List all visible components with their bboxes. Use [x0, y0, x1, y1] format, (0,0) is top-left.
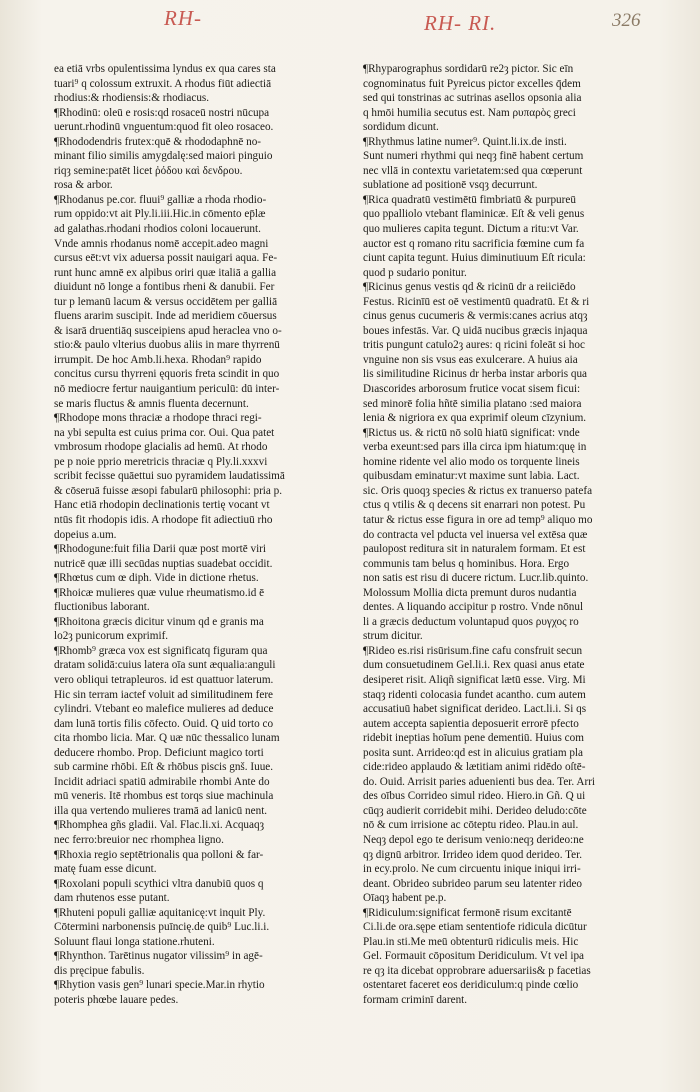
text-line: nec ferro:breuior nec rhomphea ligno.: [54, 833, 224, 846]
text-line: li a græcis deductum voluntapud quos ρυγχος ro: [363, 615, 579, 628]
text-line: lo2ȝ punicorum exprimif.: [54, 630, 169, 643]
text-line: riqȝ semine:patēt licet ῥόδου καὶ δενδρου.: [54, 164, 243, 177]
text-line: deducere rhombo. Prop. Deficiunt magico torti: [54, 746, 264, 759]
text-line: lis similitudine Ricinus dr herba instar arboris qua: [363, 368, 588, 381]
text-line: minant filio similis amygdalę:sed maiori pinguio: [54, 150, 273, 163]
text-line: tuari⁹ q colossum extruxit. A rhodus fiūt adiectiā: [54, 77, 272, 90]
text-line: autem accepta sapientia deposuerit errorē pfecto: [363, 717, 579, 730]
text-line: & cōseruā fuisse æsopi fabularū philosophi: pria p.: [54, 484, 283, 497]
text-line: Neqȝ depol ego te derisum venio:neqȝ derideo:ne: [363, 833, 584, 846]
text-line: dis pręcipue fabulis.: [54, 964, 145, 977]
text-line: quibusdam eminatur:vt maxime sunt labia. Lact.: [363, 470, 580, 483]
text-line: pe p noie pprio meretricis thraciæ q Ply.li.xxxvi: [54, 455, 268, 468]
text-line: ¶Rhoitona græcis dicitur vinum qd e granis ma: [54, 615, 264, 628]
text-line: ¶Rhuteni populi galliæ aquitanicę:vt inquit Ply.: [54, 906, 266, 919]
text-line: vmbrosum rhodope glacialis ad hemū. At rhodo: [54, 441, 268, 454]
text-line: q hmōi humilia secutus est. Nam ρυπαρὸς greci: [363, 106, 576, 119]
text-line: auctor est q romano ritu sacrificia fœmine cum fa: [363, 237, 585, 250]
text-line: sed qui tonstrinas ac sutrinas asellos opsonia alia: [363, 92, 582, 105]
text-line: nec vllā in contextu varietatem:sed qua cœperunt: [363, 164, 583, 177]
text-line: ¶Rhomphea gñs gladii. Val. Flac.li.xi. Acquaqȝ: [54, 819, 265, 832]
text-line: dopeius a.um.: [54, 528, 117, 541]
text-line: illa qua vertendo mulieres tramā ad lanicū nent.: [54, 804, 268, 817]
text-line: accusatiuū habet significat derideo. Lact.li.i. Si qs: [363, 703, 587, 716]
text-line: posita sunt. Arrideo:qd est in alicuius gratiam pla: [363, 746, 583, 759]
text-line: Cōtermini narbonensis puīncię.de quib⁹ Luc.li.i.: [54, 921, 270, 934]
text-line: ¶Rhynthon. Tarētinus nugator vilissim⁹ in agē-: [54, 950, 263, 963]
text-line: rum oppido:vt ait Ply.li.iii.Hic.in cōmento ep̄læ: [54, 208, 266, 221]
text-line: cinus genus cucumeris & vermis:canes acrius atqȝ: [363, 310, 588, 323]
text-line: ¶Rhodope mons thraciæ a rhodope thraci regi-: [54, 412, 262, 425]
text-line: boues infestās. Var. Q uidā nucibus græcis injaqua: [363, 324, 588, 337]
text-line: re qȝ ita dicebat opprobrare aduersariis& p facetias: [363, 964, 591, 977]
text-line: cylindri. Vtebant eo malefice mulieres ad deduce: [54, 703, 274, 716]
text-line: irrumpit. De hoc Amb.li.hexa. Rhodan⁹ rapido: [54, 353, 262, 366]
text-line: ¶Rhytion vasis gen⁹ lunari specie.Mar.in rhytio: [54, 979, 265, 992]
text-line: sordidum dicunt.: [363, 121, 439, 134]
text-line: quod p sudario ponitur.: [363, 266, 467, 279]
text-line: tur p lemanū lacum & versus occidētem per galliā: [54, 295, 278, 308]
text-line: ¶Rhodanus pe.cor. fluui⁹ galliæ a rhoda rhodio-: [54, 193, 267, 206]
text-line: qȝ dignū arbitror. Irrideo idem quod derideo. Ter.: [363, 848, 583, 861]
text-line: ad galathas.rhodani rhodios coloni locauerunt.: [54, 223, 261, 236]
text-line: strum dicitur.: [363, 630, 423, 643]
text-line: Vnde amnis rhodanus nomē accepit.adeo magni: [54, 237, 269, 250]
text-line: communis tam belus q hominibus. Hora. Ergo: [363, 557, 570, 570]
text-line: ¶Rhodinū: oleū e rosis:qd rosaceū nostri nūcupa: [54, 106, 270, 119]
text-line: cita rhombo licia. Mar. Q uæ nūc thessalico lunam: [54, 732, 280, 745]
text-line: dum consuetudinem Gel.li.i. Rex quasi anus etate: [363, 659, 585, 672]
text-line: runt hunc amnē ex alpibus oriri quæ italiā a gallia: [54, 266, 277, 279]
text-line: ¶Rhomb⁹ græca vox est significatq figuram qua: [54, 644, 268, 657]
text-line: rosa & arbor.: [54, 179, 113, 192]
text-line: verba exeunt:sed pars illa circa ipm hiatum:quę in: [363, 441, 587, 454]
text-line: Molossum Mollia dicta premunt duros nudantia: [363, 586, 577, 599]
text-line: ¶Ricinus genus vestis qd & ricinū dr a reiiciēdo: [363, 281, 576, 294]
text-line: ¶Rica quadratū vestimētū fimbriatū & purpureū: [363, 193, 576, 206]
text-line: ridebit ineptias hoīum pene dementiū. Huius com: [363, 732, 584, 745]
text-line: Hanc etiā rhodopin declinationis tertię vocant vt: [54, 499, 270, 512]
text-line: nō mediocre fertur nauigantium periculū: dū inter-: [54, 383, 280, 396]
text-line: fluens ararim suscipit. Inde ad meridiem cōuersus: [54, 310, 277, 323]
marginal-note-left: RH-: [164, 6, 202, 30]
text-line: sublatione ad positionē vsqȝ decurrunt.: [363, 179, 538, 192]
text-line: tritis pungunt catulo2ȝ aures: q ricini foleāt si hoc: [363, 339, 585, 352]
text-line: Oīaqȝ habent pe.p.: [363, 892, 447, 905]
text-line: ¶Ridiculum:significat fermonē risum excitantē: [363, 906, 572, 919]
text-line: & isarā druentiāq susceipiens apud heraclea vno o-: [54, 324, 282, 337]
text-line: ¶Rhodogune:fuit filia Darii quæ post mortē viri: [54, 543, 267, 556]
text-line: fluctionibus laborant.: [54, 601, 150, 614]
text-line: cūqȝ audierit corridebit mihi. Derideo deludo:cōte: [363, 804, 587, 817]
text-line: sic. Oris quoqȝ species & rictus ex tranuerso patefa: [363, 484, 593, 497]
text-line: dam lunā tortis filis cōfecto. Ouid. Q uid torto co: [54, 717, 274, 730]
text-line: ciunt capita tegunt. Huius diminutiuum Eſt ricula:: [363, 252, 586, 265]
text-line: cursus eēt:vt vix aduersa possit nauigari aqua. Fe-: [54, 252, 278, 265]
text-line: lenia & nigriora ex qua exprimif oleum cīzynium.: [363, 412, 587, 425]
text-line: deant. Obrideo subrideo parum seu latenter rideo: [363, 877, 583, 890]
text-line: cide:rideo applaudo & lætitiam animi ridēdo oſtē-: [363, 761, 586, 774]
text-line: na ybi sepulta est cuius prima cor. Oui. Qua patet: [54, 426, 275, 439]
text-line: ostentaret faceret eos deridiculum:q pinde cœlio: [363, 979, 579, 992]
text-line: ¶Rhododendris frutex:quē & rhododaphnē no-: [54, 135, 262, 148]
text-line: se maris fluctus & amnis fluenta decernunt.: [54, 397, 249, 410]
text-line: do contracta vel pducta vel inuersa vel extēsa quæ: [363, 528, 588, 541]
text-line: vero obliqui tetrapleuros. id est quattuor laterum.: [54, 673, 274, 686]
text-line: sed minorē folia hñtē similia platano :sed maiora: [363, 397, 582, 410]
text-line: cognominatus fuit Pyreicus pictor excelles q̄dem: [363, 77, 581, 90]
marginal-note-right: RH- RI.: [424, 11, 497, 35]
text-line: tatur & rictus esse figura in ore ad temp⁹ aliquo mo: [363, 513, 593, 526]
text-line: Soluunt flaui longa statione.rhuteni.: [54, 935, 215, 948]
text-line: stio:& paulo vlterius duobus aliis in mare thyrrenū: [54, 339, 280, 352]
text-line: ¶Rhythmus latine numer⁹. Quint.li.ix.de insti.: [363, 135, 567, 148]
text-line: paulopost reditura sit in naturalem formam. Et est: [363, 543, 586, 556]
text-line: nō & cum irrisione ac cōteptu rideo. Plau.in aul.: [363, 819, 579, 832]
text-line: Sunt numeri rhythmi qui neqȝ finē habent certum: [363, 150, 584, 163]
text-line: ¶Rhœtus cum œ diph. Vide in dictione rhetus.: [54, 572, 259, 585]
text-line: dam rhutenos esse putant.: [54, 892, 170, 905]
text-line: Ci.li.de ora.sępe etiam sententiofe ridicula dicūtur: [363, 921, 587, 934]
text-line: vnguine non sis vsus eas exulcerare. A huius aia: [363, 353, 578, 366]
text-line: quo mulieres capita tegunt. Dictum a ritu:vt Var.: [363, 223, 579, 236]
text-line: ntūs fit rhodopis idis. A rhodope fit adiectiuū rho: [54, 513, 273, 526]
text-line: dratam solidā:cuius latera oīa sunt æqualia:anguli: [54, 659, 276, 672]
text-line: scribit fecisse quāettui suo pyramidem laudatissimā: [54, 470, 285, 483]
text-line: ¶Rictus us. & rictū nō solū hiatū significat: vnde: [363, 426, 580, 439]
text-line: in ecy.prolo. Ne cum circuentu inique iniqui irri-: [363, 863, 581, 876]
text-line: staqȝ ridenti colocasia fundet acantho. cum autem: [363, 688, 586, 701]
text-line: formam criminī darent.: [363, 994, 468, 1006]
text-line: dentes. A liquando accipitur p rostro. Vnde nōnul: [363, 601, 584, 614]
text-line: quo ppalliolo vtebant flaminicæ. Eſt & veli genus: [363, 208, 585, 221]
text-line: des oībus Corrideo simul rideo. Hiero.in Gñ. Q ui: [363, 790, 586, 803]
text-line: desiperet risit. Aliqñ significat lætū esse. Virg. Mi: [363, 673, 586, 686]
text-line: sub carmine rhōbi. Eſt & rhōbus piscis gnš. Iuue.: [54, 761, 274, 774]
text-line: Dıascorides arborosum frutice vocat sisem ficui:: [363, 383, 581, 396]
text-line: uerunt.rhodinū vnguentum:quod fit oleo rosaceo.: [54, 121, 274, 134]
text-line: rhodius:& rhodiensis:& rhodiacus.: [54, 92, 210, 105]
text-line: ¶Rideo es.risi risūrisum.fine cafu consfruit secun: [363, 644, 583, 657]
text-line: poteris phœbe lauare pedes.: [54, 994, 179, 1006]
text-line: Gel. Formauit cōpositum Deridiculum. Vt vel ipa: [363, 950, 585, 963]
text-line: non satis est risu di ducere rictum. Lucr.lib.quinto.: [363, 572, 589, 585]
text-line: ctus q vtilis & q decens sit enarrari non potest. Pu: [363, 499, 586, 512]
text-line: do. Ouid. Arrisit paries aduenienti bus dea. Ter. Arri: [363, 775, 596, 788]
text-line: diuidunt nō longe a fontibus rheni & danubii. Fer: [54, 281, 275, 294]
text-line: Plau.in sti.Me meū obtenturū ridiculis meis. Hic: [363, 935, 579, 948]
text-line: mū veneris. Itē rhombus est torqs siue machinula: [54, 790, 274, 803]
right-text-column: [363, 62, 645, 1008]
text-line: ¶Rhoicæ mulieres quæ vulue rheumatismo.id ē: [54, 586, 265, 599]
text-line: concitus cursu thyrreni ęquoris freta scindit in quo: [54, 368, 280, 381]
text-line: Hic sin terram iactef voluit ad similitudinem fere: [54, 688, 274, 701]
left-text-column: [54, 62, 339, 1008]
text-line: ea etiā vrbs opulentissima lyndus ex qua cares sta: [54, 63, 276, 75]
folio-number: 326: [612, 10, 641, 31]
text-line: ¶Rhyparographus sordidarū re2ȝ pictor. Sic eīn: [363, 63, 574, 75]
text-line: ¶Roxolani populi scythici vltra danubiū quos q: [54, 877, 264, 890]
text-line: Incidit adriaci spatiū admirabile rhombi Ante do: [54, 775, 270, 788]
text-line: ¶Rhoxia regio septētrionalis qua polloni & far-: [54, 848, 264, 861]
text-line: matę fuam esse dicunt.: [54, 863, 157, 876]
text-line: homine ridente vel alio modo os torquente lineis: [363, 455, 580, 468]
text-line: Festus. Ricinīū est oē vestimentū quadratū. Et & ri: [363, 295, 590, 308]
text-line: nutricē quæ illi secūdas nuptias suadebat occidit.: [54, 557, 273, 570]
